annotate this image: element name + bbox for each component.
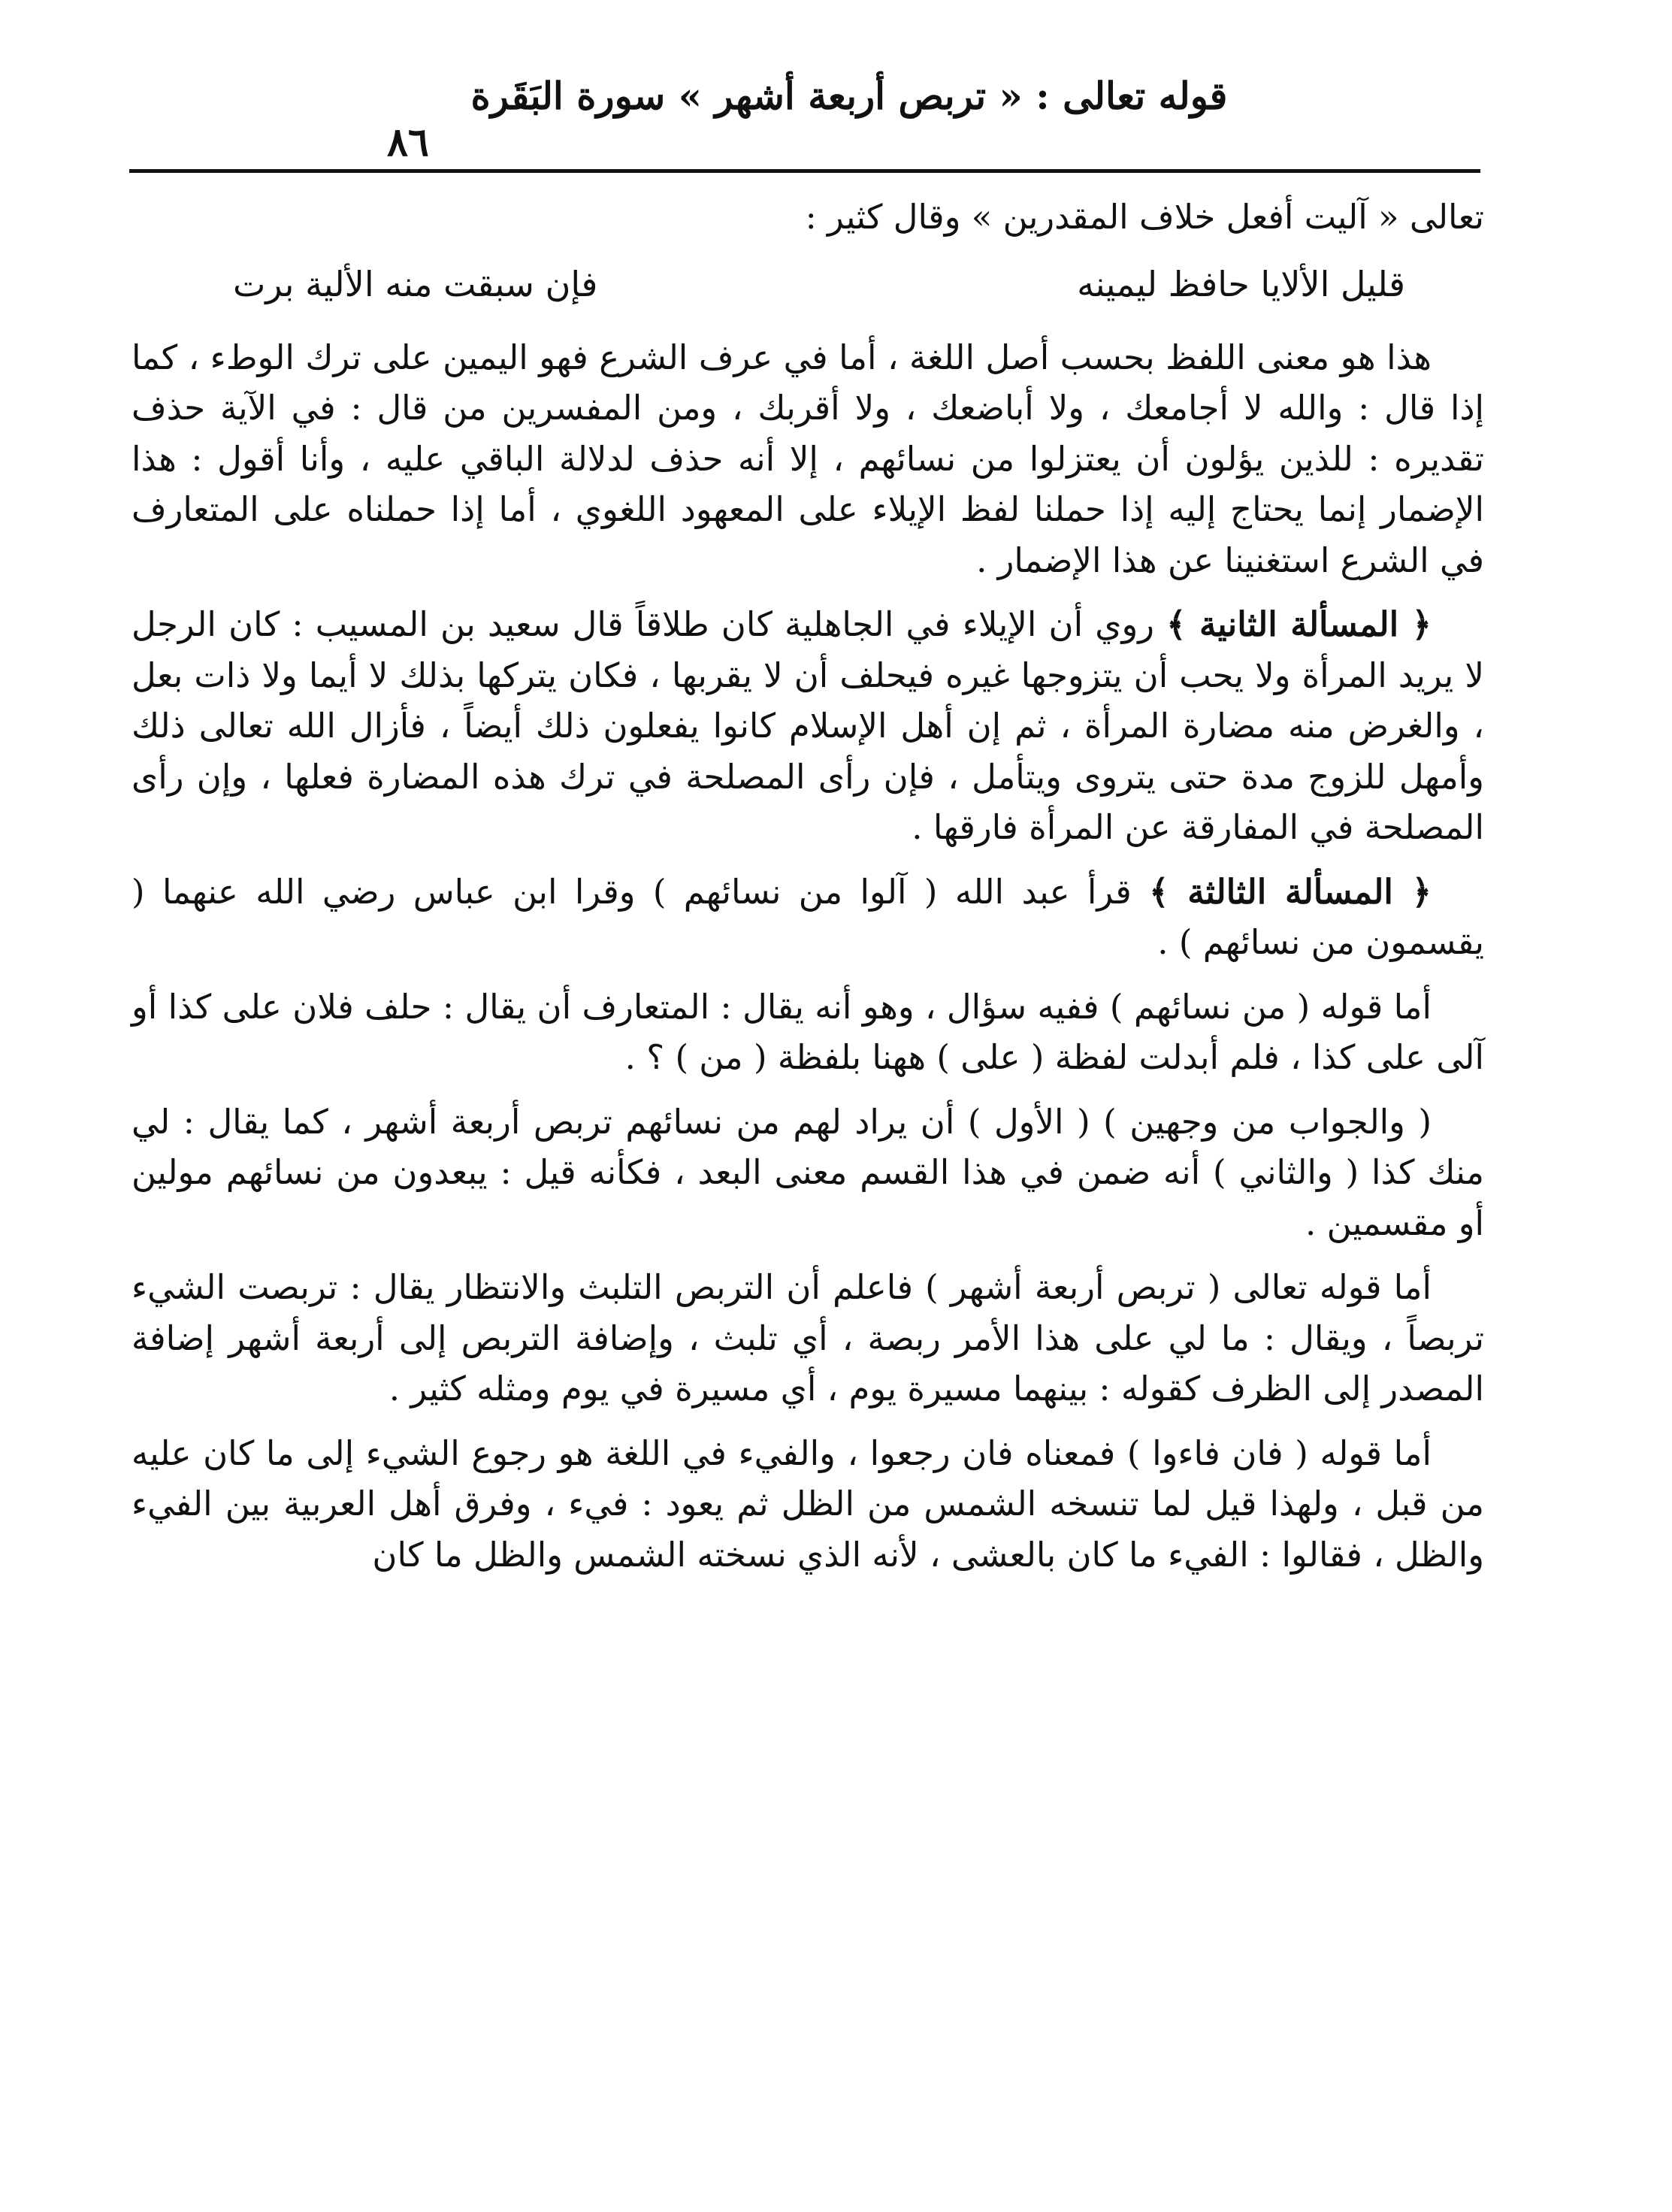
paragraph: أما قوله تعالى ( تربص أربعة أشهر ) فاعلم أن التربص التلبث والانتظار يقال : تربصت الشيء تربصاً ، ويقال : ما لي على هذا الأمر ربصة ، أي تلبث ، وإضافة التربص إلى أربعة أشهر إضافة المصدر إلى الظرف كقوله : بينهما مسيرة يوم ، أي مسيرة في يوم ومثله كثير . [132,1267,1484,1409]
paragraph: هذا هو معنى اللفظ بحسب أصل اللغة ، أما في عرف الشرع فهو اليمين على ترك الوطء ، كما إذا قال : والله لا أجامعك ، ولا أباضعك ، ولا أقربك ، ومن المفسرين من قال : في الآية حذف تقديره : للذين يؤلون أن يعتزلوا من نسائهم ، إلا أنه حذف لدلالة الباقي عليه ، وأنا أقول : هذا الإضمار إنما يحتاج إليه إذا حملنا لفظ الإيلاء على المعهود اللغوي ، أما إذا حملناه على المتعارف في الشرع استغنينا عن هذا الإضمار . [132,337,1484,580]
poetry-verse [132,256,1484,313]
verse-second-hemistich: فإن سبقت منه الألية برت [233,263,598,304]
body-text [132,192,1484,1593]
running-title: قوله تعالى : « تربص أربعة أشهر » سورة البَقَرة [470,74,1228,118]
paragraph: ( والجواب من وجهين ) ( الأول ) أن يراد لهم من نسائهم تربص أربعة أشهر ، كما يقال : لي منك كذا ( والثاني ) أنه ضمن في هذا القسم معنى البعد ، فكأنه قيل : يبعدون من نسائهم مولين أو مقسمين . [132,1101,1484,1243]
paragraph-text: قرأ عبد الله ( آلوا من نسائهم ) وقرا ابن عباس رضي الله عنهما ( يقسمون من نسائهم ) . [132,871,1484,962]
header-divider [129,169,1480,173]
page-number: ٨٦ [387,120,429,165]
verse-first-hemistich: قليل الألايا حافظ ليمينه [1077,263,1405,304]
paragraph-text: روي أن الإيلاء في الجاهلية كان طلاقاً قال سعيد بن المسيب : كان الرجل لا يريد المرأة ولا يحب أن يتزوجها غيره فيحلف أن لا يقربها ، فكان يتركها بذلك لا أيما ولا ذات بعل ، والغرض منه مضارة المرأة ، ثم إن أهل الإسلام كانوا يفعلون ذلك أيضاً ، فأزال الله تعالى ذلك وأمهل للزوج مدة حتى يتروى ويتأمل ، فإن رأى المصلحة في ترك هذه المضارة فعلها ، وإن رأى المصلحة في المفارقة عن المرأة فارقها . [132,604,1484,847]
section-heading: ﴿ المسألة الثالثة ﴾ [1149,871,1432,912]
paragraph [132,867,1484,968]
paragraph: تعالى « آليت أفعل خلاف المقدرين » وقال كثير : [805,197,1484,237]
paragraph [132,599,1484,853]
paragraph: أما قوله ( من نسائهم ) ففيه سؤال ، وهو أنه يقال : المتعارف أن يقال : حلف فلان على كذا أو آلى على كذا ، فلم أبدلت لفظة ( على ) ههنا بلفظة ( من ) ؟ . [132,986,1484,1077]
paragraph: أما قوله ( فان فاءوا ) فمعناه فان رجعوا ، والفيء في اللغة هو رجوع الشيء إلى ما كان عليه من قبل ، ولهذا قيل لما تنسخه الشمس من الظل ثم يعود : فيء ، وفرق أهل العربية بين الفيء والظل ، فقالوا : الفيء ما كان بالعشى ، لأنه الذي نسخته الشمس والظل ما كان [132,1433,1484,1575]
section-heading: ﴿ المسألة الثانية ﴾ [1166,604,1432,644]
